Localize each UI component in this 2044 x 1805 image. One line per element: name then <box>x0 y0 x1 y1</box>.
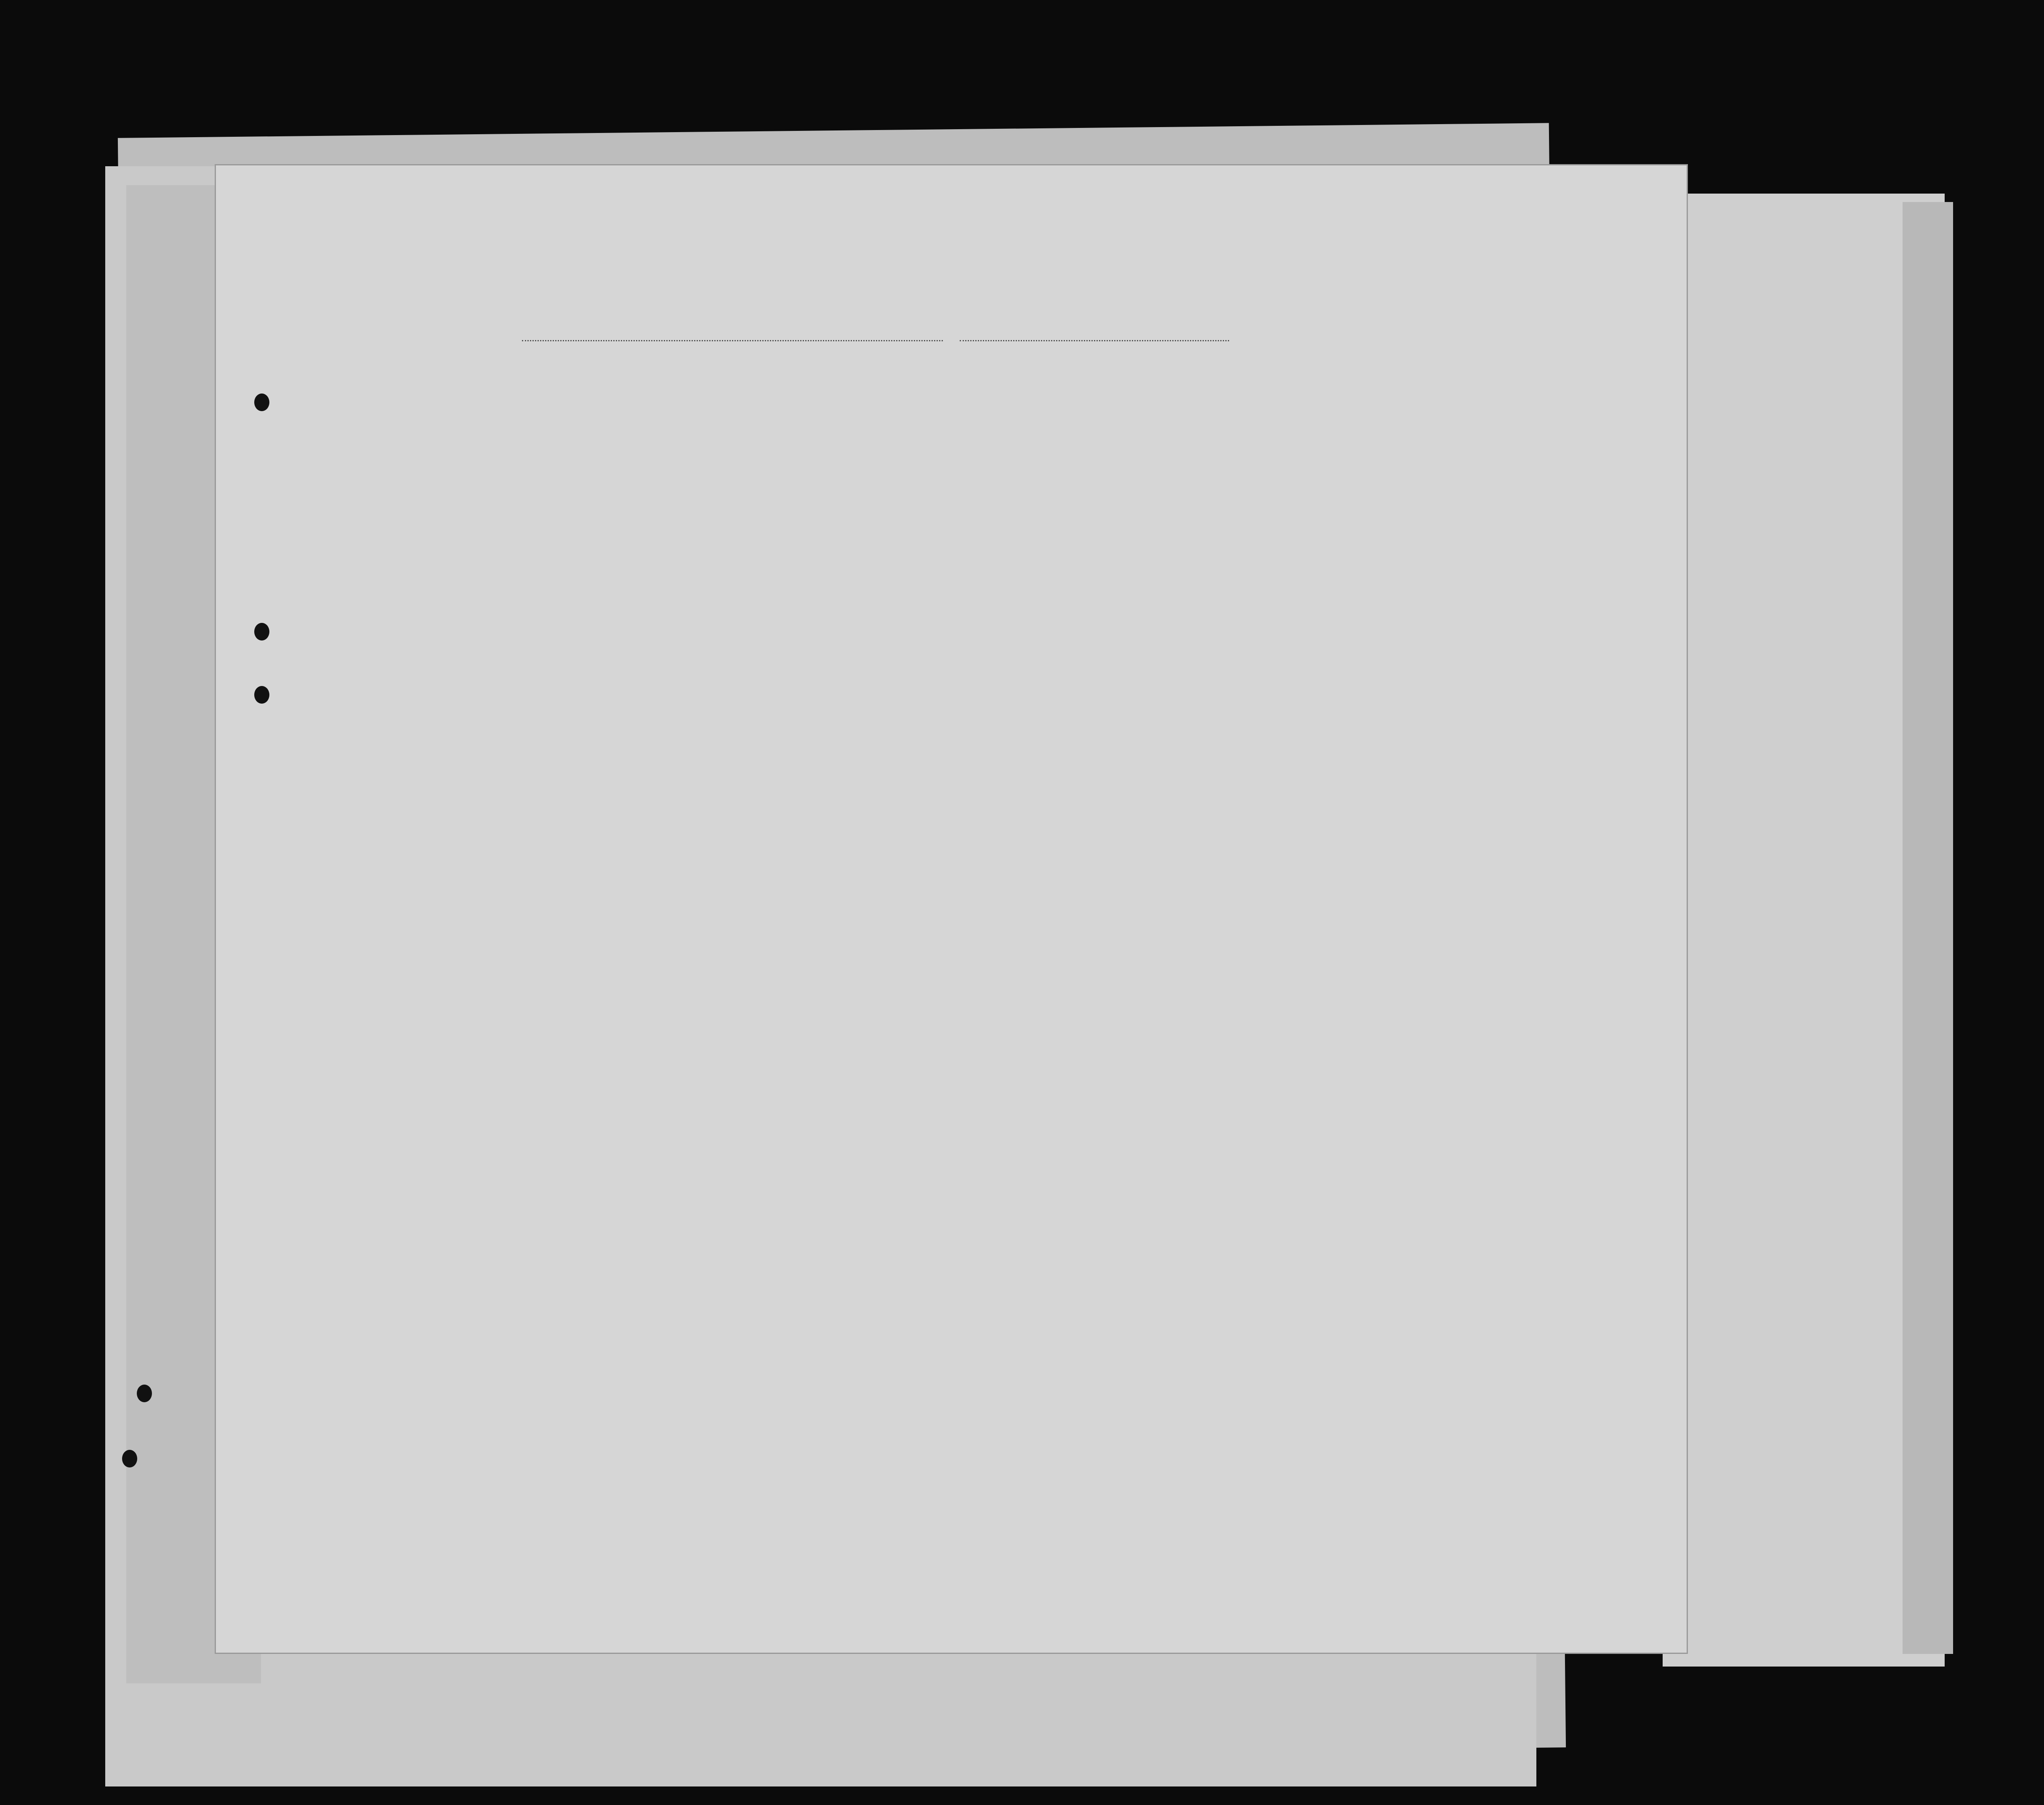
punch-hole <box>254 686 269 704</box>
punch-hole <box>122 1450 137 1467</box>
punch-hole <box>254 393 269 411</box>
punch-hole <box>254 623 269 641</box>
punch-hole <box>137 1385 152 1402</box>
